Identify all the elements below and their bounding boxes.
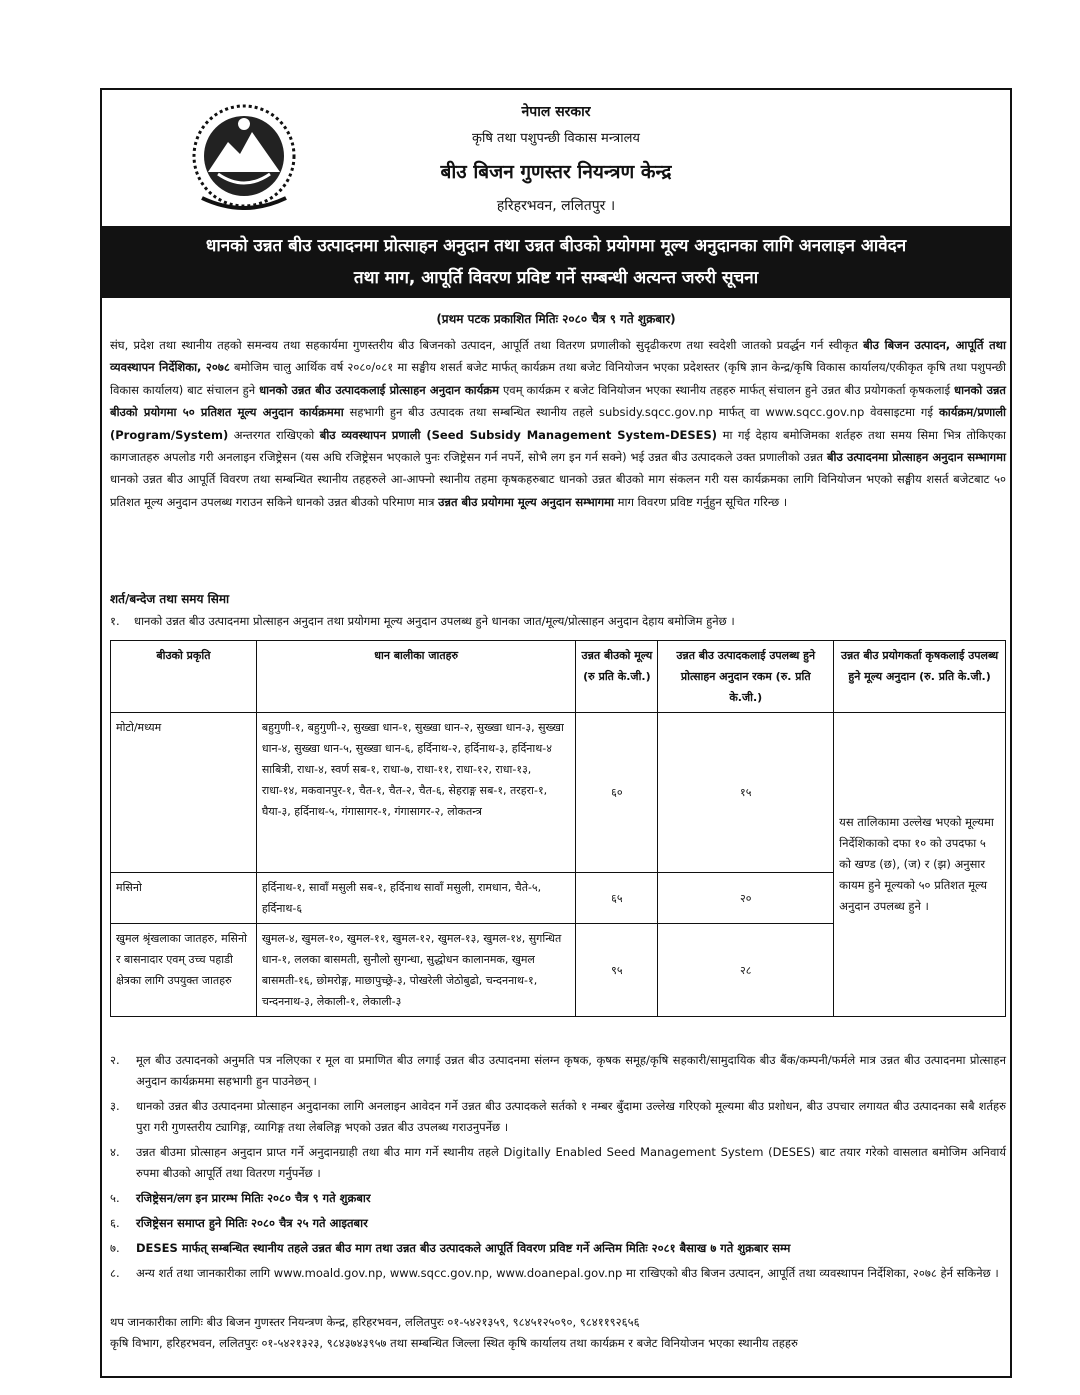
header-varieties: धान बालीका जातहरु <box>256 641 576 713</box>
intro-text-2: बमोजिम चालु आर्थिक वर्ष २०८०/०८१ मा सङ्घीय शसर्त बजेट मार्फत् कार्यक्रम तथा बजेट विनियोजन भएका प्रदेशस्तर (कृषि ज्ञान केन्द्र/कृषि विकास कार्यालय/एकीकृत कृषि तथा पशुपन्छी विकास कार्यालय) बाट संचालन हुने <box>110 360 1006 397</box>
cell-incentive: २८ <box>658 924 834 1017</box>
government-name: नेपाल सरकार <box>521 104 591 120</box>
header-incentive: उन्नत बीउ उत्पादकलाई उपलब्ध हुने प्रोत्साहन अनुदान रकम (रु. प्रति के.जी.) <box>658 641 834 713</box>
condition-item-7 <box>110 1238 1006 1259</box>
notice-title-line2: तथा माग, आपूर्ति विवरण प्रविष्ट गर्ने सम्बन्धी अत्यन्त जरुरी सूचना <box>353 268 759 288</box>
intro-paragraph <box>110 334 1006 513</box>
contact-line-2: कृषि विभाग, हरिहरभवन, ललितपुरः ०१-५४२१३२३, ९८४३७४३९५७ तथा सम्बन्धित जिल्ला स्थित कृषि कार्यालय तथा कार्यक्रम र बजेट विनियोजन भएका स्थानीय तहहरु <box>110 1336 798 1350</box>
table-row <box>111 713 1006 873</box>
condition-item-3 <box>110 1096 1006 1138</box>
intro-text-6: मा गई देहाय बमोजिमका शर्तहरु तथा समय सिमा भित्र तोकिएका कागजातहरु अपलोड गरी अनलाइन रजिष्ट्रेसन (यस अघि रजिष्ट्रेसन भएकाले पुनः रजिष्ट्रेसन गर्न नपर्ने, सोभै लग इन गर्न सक्ने) भई उन्नत बीउ उत्पादकले उक्त प्रणालीको उन्नत <box>110 427 1007 465</box>
item-number: ४. <box>110 1145 120 1159</box>
item-text: धानको उन्नत बीउ उत्पादनमा प्रोत्साहन अनुदानका लागि अनलाइन आवेदन गर्ने उन्नत बीउ उत्पादकले सर्तको १ नम्बर बुँदामा उल्लेख गरिएको मूल्यमा बीउ प्रशोधन, बीउ उपचार लगायत बीउ उत्पादनका सबै शर्तहरु पुरा गरी गुणस्तरीय ट्यागिङ्ग, व्यागिङ्ग तथा लेबलिङ्ग भएको उन्नत बीउ उपलब्ध गराउनुपर्नेछ । <box>136 1099 1006 1134</box>
intro-bold-6: बीउ उत्पादनमा प्रोत्साहन अनुदान सम्भागमा <box>826 450 1006 465</box>
item-number: ८. <box>110 1266 120 1280</box>
cell-seed-type: मसिनो <box>111 873 257 924</box>
contact-info <box>110 1312 1006 1354</box>
header-subsidy: उन्नत बीउ प्रयोगकर्ता कृषकलाई उपलब्ध हुने मूल्य अनुदान (रु. प्रति के.जी.) <box>834 641 1006 713</box>
cell-varieties: बहुगुणी-१, बहुगुणी-२, सुख्खा धान-१, सुख्खा धान-२, सुख्खा धान-३, सुख्खा धान-४, सुख्खा धान-५, सुख्खा धान-६, हर्दिनाथ-२, हर्दिनाथ-३, हर्दिनाथ-४ साबित्री, राधा-४, स्वर्ण सब-१, राधा-७, राधा-११, राधा-१२, राधा-१३, राधा-१४, मकवानपुर-१, चैत-१, चैत-२, चैत-६, सेहराङ्ग सब-१, तरहरा-१, घैया-३, हर्दिनाथ-५, गंगासागर-१, गंगासागर-२, लोकतन्त्र <box>256 713 576 873</box>
header-seed-type: बीउको प्रकृति <box>111 641 257 713</box>
condition-item-4 <box>110 1142 1006 1184</box>
intro-bold-5: बीउ व्यवस्थापन प्रणाली (Seed Subsidy Management System-DESES) <box>319 427 718 442</box>
item-text: धानको उन्नत बीउ उत्पादनमा प्रोत्साहन अनुदान तथा प्रयोगमा मूल्य अनुदान उपलब्ध हुने धानका जात/मूल्य/प्रोत्साहन अनुदान देहाय बमोजिम हुनेछ । <box>134 614 735 628</box>
condition-item-1 <box>110 614 1006 629</box>
item-number: ५. <box>110 1191 120 1205</box>
notice-title-line1: धानको उन्नत बीउ उत्पादनमा प्रोत्साहन अनुदान तथा उन्नत बीउको प्रयोगमा मूल्य अनुदानका लागि अनलाइन आवेदन <box>205 236 907 256</box>
condition-item-5 <box>110 1188 1006 1209</box>
item-number: ३. <box>110 1099 120 1113</box>
item-text: रजिष्ट्रेसन समाप्त हुने मितिः २०८० चैत्र २५ गते आइतबार <box>136 1216 368 1230</box>
item-text: अन्य शर्त तथा जानकारीका लागि www.moald.gov.np, www.sqcc.gov.np, www.doanepal.gov.np मा राखिएको बीउ बिजन उत्पादन, आपूर्ति तथा व्यवस्थापन निर्देशिका, २०७८ हेर्न सकिनेछ । <box>136 1266 999 1280</box>
table-header-row <box>111 641 1006 713</box>
intro-bold-4: कार्यक्रम/प्रणाली (Program/System) <box>110 405 1006 442</box>
intro-text-1: संघ, प्रदेश तथा स्थानीय तहको समन्वय तथा सहकार्यमा गुणस्तरीय बीउ बिजनको उत्पादन, आपूर्ति तथा वितरण प्रणालीको सुदृढीकरण तथा स्वदेशी जातको प्रवर्द्धन गर्न स्वीकृत <box>110 338 864 352</box>
item-text: रजिष्ट्रेसन/लग इन प्रारम्भ मितिः २०८० चैत्र ९ गते शुक्रबार <box>136 1191 371 1205</box>
condition-item-8 <box>110 1263 1006 1284</box>
intro-bold-2: धानको उन्नत बीउ उत्पादकलाई प्रोत्साहन अनुदान कार्यक्रम <box>259 382 500 397</box>
item-number: ६. <box>110 1216 120 1230</box>
cell-price: ६५ <box>576 873 658 924</box>
cell-price: ९५ <box>576 924 658 1017</box>
intro-bold-7: उन्नत बीउ प्रयोगमा मूल्य अनुदान सम्भागमा <box>438 494 614 509</box>
intro-bold-3: धानको उन्नत बीउको प्रयोगमा ५० प्रतिशत मूल्य अनुदान कार्यक्रममा <box>110 382 1006 420</box>
conditions-list <box>110 1050 1006 1288</box>
notice-title-banner <box>102 226 1010 298</box>
office-address: हरिहरभवन, ललितपुर । <box>496 198 616 214</box>
item-number: १. <box>110 614 120 628</box>
cell-seed-type: खुमल श्रृंखलाका जातहरु, मसिनो र बासनादार एवम् उच्च पहाडी क्षेत्रका लागि उपयुक्त जातहरु <box>111 924 257 1017</box>
contact-line-1: थप जानकारीका लागिः बीउ बिजन गुणस्तर नियन्त्रण केन्द्र, हरिहरभवन, ललितपुरः ०१-५४२१३५९, ९८४५१२५०९०, ९८४११९२६५६ <box>110 1315 640 1329</box>
intro-text-3: एवम् कार्यक्रम र बजेट विनियोजन भएका स्थानीय तहहरु मार्फत् संचालन हुने उन्नत बीउ प्रयोगकर्ता कृषकलाई <box>499 382 955 397</box>
intro-text-4: सहभागी हुन बीउ उत्पादक तथा सम्बन्धित स्थानीय तहले subsidy.sqcc.gov.np मार्फत् वा www.sqcc.gov.np वेवसाइटमा गई <box>343 405 939 420</box>
condition-item-6 <box>110 1213 1006 1234</box>
conditions-heading: शर्त/बन्देज तथा समय सिमा <box>110 592 230 606</box>
cell-subsidy-note: यस तालिकामा उल्लेख भएको मूल्यमा निर्देशिकाको दफा १० को उपदफा ५ को खण्ड (छ), (ज) र (झ) अनुसार कायम हुने मूल्यको ५० प्रतिशत मूल्य अनुदान उपलब्ध हुने । <box>834 713 1006 1017</box>
publication-date: (प्रथम पटक प्रकाशित मितिः २०८० चैत्र ९ गते शुक्रबार) <box>436 312 676 326</box>
item-number: ७. <box>110 1241 120 1255</box>
header <box>100 92 1012 224</box>
cell-varieties: खुमल-४, खुमल-१०, खुमल-११, खुमल-१२, खुमल-१३, खुमल-१४, सुगन्धित धान-१, ललका बासमती, सुनौलो सुगन्धा, सुद्धोधन कालानमक, खुमल बासमती-१६, छोमरोङ्ग, माछापुच्छ्रे-३, पोखरेली जेठोबुढो, चन्दननाथ-१, चन्दननाथ-३, लेकाली-१, लेकाली-३ <box>256 924 576 1017</box>
varieties-table <box>110 640 1006 1017</box>
item-text: मूल बीउ उत्पादनको अनुमति पत्र नलिएका र मूल वा प्रमाणित बीउ लगाई उन्नत बीउ उत्पादनमा संलग्न कृषक, कृषक समूह/कृषि सहकारी/सामुदायिक बीउ बैंक/कम्पनी/फर्मले मात्र उन्नत बीउ उत्पादनमा प्रोत्साहन अनुदान कार्यक्रममा सहभागी हुन पाउनेछन् । <box>136 1053 1006 1088</box>
item-text: DESES मार्फत् सम्बन्धित स्थानीय तहले उन्नत बीउ माग तथा उन्नत बीउ उत्पादकले आपूर्ति विवरण प्रविष्ट गर्ने अन्तिम मितिः २०८१ बैसाख ७ गते शुक्रबार सम्म <box>136 1241 791 1255</box>
intro-text-5: अन्तरगत राखिएको <box>228 427 320 442</box>
intro-text-7: धानको उन्नत बीउ आपूर्ति विवरण तथा सम्बन्धित स्थानीय तहहरुले आ-आफ्नो स्थानीय तहमा कृषकहरुबाट धानको उन्नत बीउको माग संकलन गरी यस कार्यक्रमका लागि विनियोजन भएको सङ्घीय शसर्त बजेटबाट ५० प्रतिशत मूल्य अनुदान उपलब्ध गराउन सकिने धानको उन्नत बीउको परिमाण मात्र <box>110 472 1006 509</box>
item-number: २. <box>110 1053 120 1067</box>
cell-price: ६० <box>576 713 658 873</box>
ministry-name: कृषि तथा पशुपन्छी विकास मन्त्रालय <box>472 131 640 146</box>
cell-varieties: हर्दिनाथ-१, सावाँ मसुली सब-१, हर्दिनाथ सावाँ मसुली, रामधान, चैते-५, हर्दिनाथ-६ <box>256 873 576 924</box>
cell-seed-type: मोटो/मध्यम <box>111 713 257 873</box>
item-text: उन्नत बीउमा प्रोत्साहन अनुदान प्राप्त गर्ने अनुदानग्राही तथा बीउ माग गर्ने स्थानीय तहले Digitally Enabled Seed Management System (DESES) बाट तयार गरेको वासलात बमोजिम अनिवार्य रुपमा बीउको आपूर्ति तथा वितरण गर्नुपर्नेछ । <box>136 1145 1006 1180</box>
header-price: उन्नत बीउको मूल्य (रु प्रति के.जी.) <box>576 641 658 713</box>
office-name: बीउ बिजन गुणस्तर नियन्त्रण केन्द्र <box>440 161 672 183</box>
cell-incentive: १५ <box>658 713 834 873</box>
intro-text-8: माग विवरण प्रविष्ट गर्नुहुन सूचित गरिन्छ । <box>613 494 788 509</box>
cell-incentive: २० <box>658 873 834 924</box>
intro-bold-1: बीउ बिजन उत्पादन, आपूर्ति तथा व्यवस्थापन निर्देशिका, २०७८ <box>110 338 1006 375</box>
condition-item-2 <box>110 1050 1006 1092</box>
